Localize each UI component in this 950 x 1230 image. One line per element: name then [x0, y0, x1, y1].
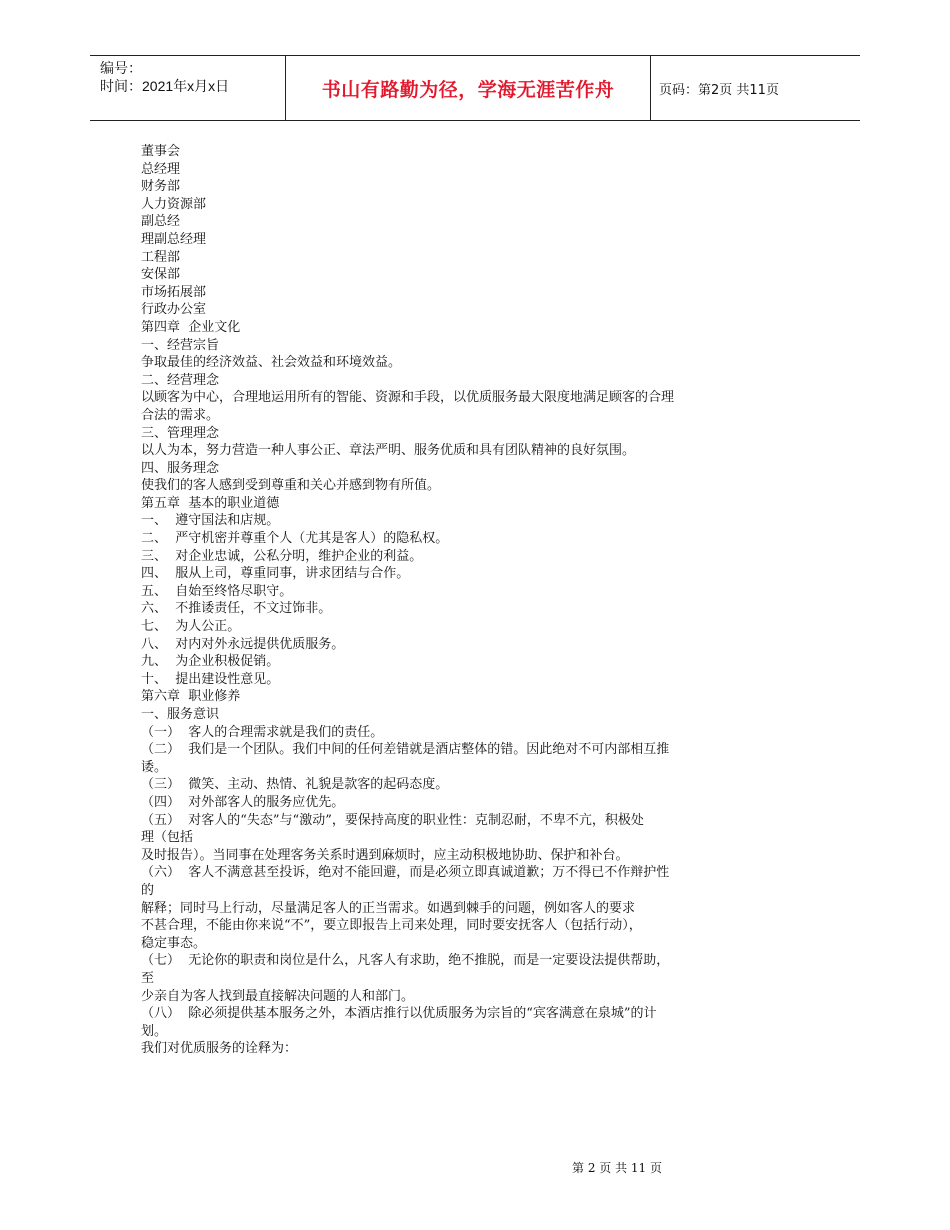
- body-line: （七） 无论你的职责和岗位是什么，凡客人有求助，绝不推脱，而是一定要设法提供帮助，: [141, 953, 670, 969]
- body-line: 二、 严守机密并尊重个人（尤其是客人）的隐私权。: [141, 531, 449, 547]
- body-line: （二） 我们是一个团队。我们中间的任何差错就是酒店整体的错。因此绝对不可内部相互推: [141, 742, 670, 758]
- body-line: 第五章 基本的职业道德: [141, 495, 280, 511]
- body-line: （六） 客人不满意甚至投诉，绝对不能回避，而是必须立即真诚道歉；万不得已不作辩护性: [141, 865, 670, 881]
- body-line: 以人为本，努力营造一种人事公正、章法严明、服务优质和具有团队精神的良好氛围。: [141, 443, 636, 459]
- body-line: 不甚合理，不能由你来说“不”，要立即报告上司来处理，同时要安抚客人（包括行动），: [141, 918, 642, 934]
- body-line: 理（包括: [141, 830, 194, 846]
- body-line: 至: [141, 970, 155, 986]
- header-motto: 书山有路勤为径，学海无涯苦作舟: [286, 56, 651, 120]
- body-line: 十、 提出建设性意见。: [141, 671, 280, 687]
- body-line: 安保部: [141, 267, 181, 283]
- body-line: 诿。: [141, 759, 168, 775]
- header-meta: [90, 56, 286, 120]
- body-line: 工程部: [141, 249, 181, 265]
- body-line: 解释；同时马上行动，尽量满足客人的正当需求。如遇到棘手的问题，例如客人的要求: [141, 900, 636, 916]
- body-line: 五、 自始至终恪尽职守。: [141, 583, 293, 599]
- document-body: [141, 143, 821, 1058]
- body-line: 争取最佳的经济效益、社会效益和环境效益。: [141, 355, 402, 371]
- body-line: 九、 为企业积极促销。: [141, 654, 280, 670]
- body-line: 三、 对企业忠诚，公私分明，维护企业的利益。: [141, 548, 423, 564]
- page-header: [90, 55, 860, 121]
- body-line: 董事会: [141, 144, 181, 159]
- page-footer: 第 2 页 共 11 页: [572, 1161, 662, 1175]
- body-line: 我们对优质服务的诠释为：: [141, 1041, 298, 1057]
- body-line: （八） 除必须提供基本服务之外，本酒店推行以优质服务为宗旨的“宾客满意在泉城”的计: [141, 1006, 657, 1022]
- body-line: 合法的需求。: [141, 407, 220, 423]
- body-line: 第六章 职业修养: [141, 689, 241, 705]
- body-line: 六、 不推诿责任，不文过饰非。: [141, 601, 332, 617]
- time-label: 时间：2021年x月x日: [100, 78, 230, 94]
- body-line: 四、 服从上司，尊重同事，讲求团结与合作。: [141, 566, 410, 582]
- body-line: 七、 为人公正。: [141, 619, 241, 635]
- body-line: 市场拓展部: [141, 284, 207, 300]
- body-line: （五） 对客人的“失态”与“激动”，要保持高度的职业性：克制忍耐，不卑不亢，积极处: [141, 812, 644, 828]
- body-line: 稳定事态。: [141, 935, 207, 951]
- body-line: （一） 客人的合理需求就是我们的责任。: [141, 724, 384, 740]
- body-line: 第四章 企业文化: [141, 319, 241, 335]
- body-line: （三） 微笑、主动、热情、礼貌是款客的起码态度。: [141, 777, 449, 793]
- body-line: 一、经营宗旨: [141, 337, 220, 353]
- number-label: 编号：: [100, 60, 142, 76]
- body-line: 理副总经理: [141, 231, 207, 247]
- body-line: 八、 对内对外永远提供优质服务。: [141, 636, 345, 652]
- body-line: 副总经: [141, 214, 181, 230]
- body-line: 财务部: [141, 179, 181, 195]
- body-line: 划。: [141, 1023, 168, 1039]
- body-line: 一、服务意识: [141, 707, 220, 722]
- body-line: 少亲自为客人找到最直接解决问题的人和部门。: [141, 988, 415, 1004]
- body-line: （四） 对外部客人的服务应优先。: [141, 794, 345, 810]
- body-line: 以顾客为中心，合理地运用所有的智能、资源和手段，以优质服务最大限度地满足顾客的合理: [141, 390, 675, 406]
- body-line: 人力资源部: [141, 196, 207, 212]
- body-line: 四、服务理念: [141, 460, 220, 476]
- body-line: 三、管理理念: [141, 425, 220, 441]
- body-line: 总经理: [141, 161, 181, 177]
- body-line: 使我们的客人感到受到尊重和关心并感到物有所值。: [141, 478, 441, 494]
- body-line: 二、经营理念: [141, 372, 220, 388]
- body-line: 一、 遵守国法和店规。: [141, 513, 280, 529]
- body-line: 行政办公室: [141, 302, 207, 318]
- header-page-info: 页码：第2页 共11页: [659, 82, 779, 98]
- body-line: 及时报告）。当同事在处理客务关系时遇到麻烦时，应主动积极地协助、保护和补台。: [141, 847, 629, 863]
- body-line: 的: [141, 882, 155, 898]
